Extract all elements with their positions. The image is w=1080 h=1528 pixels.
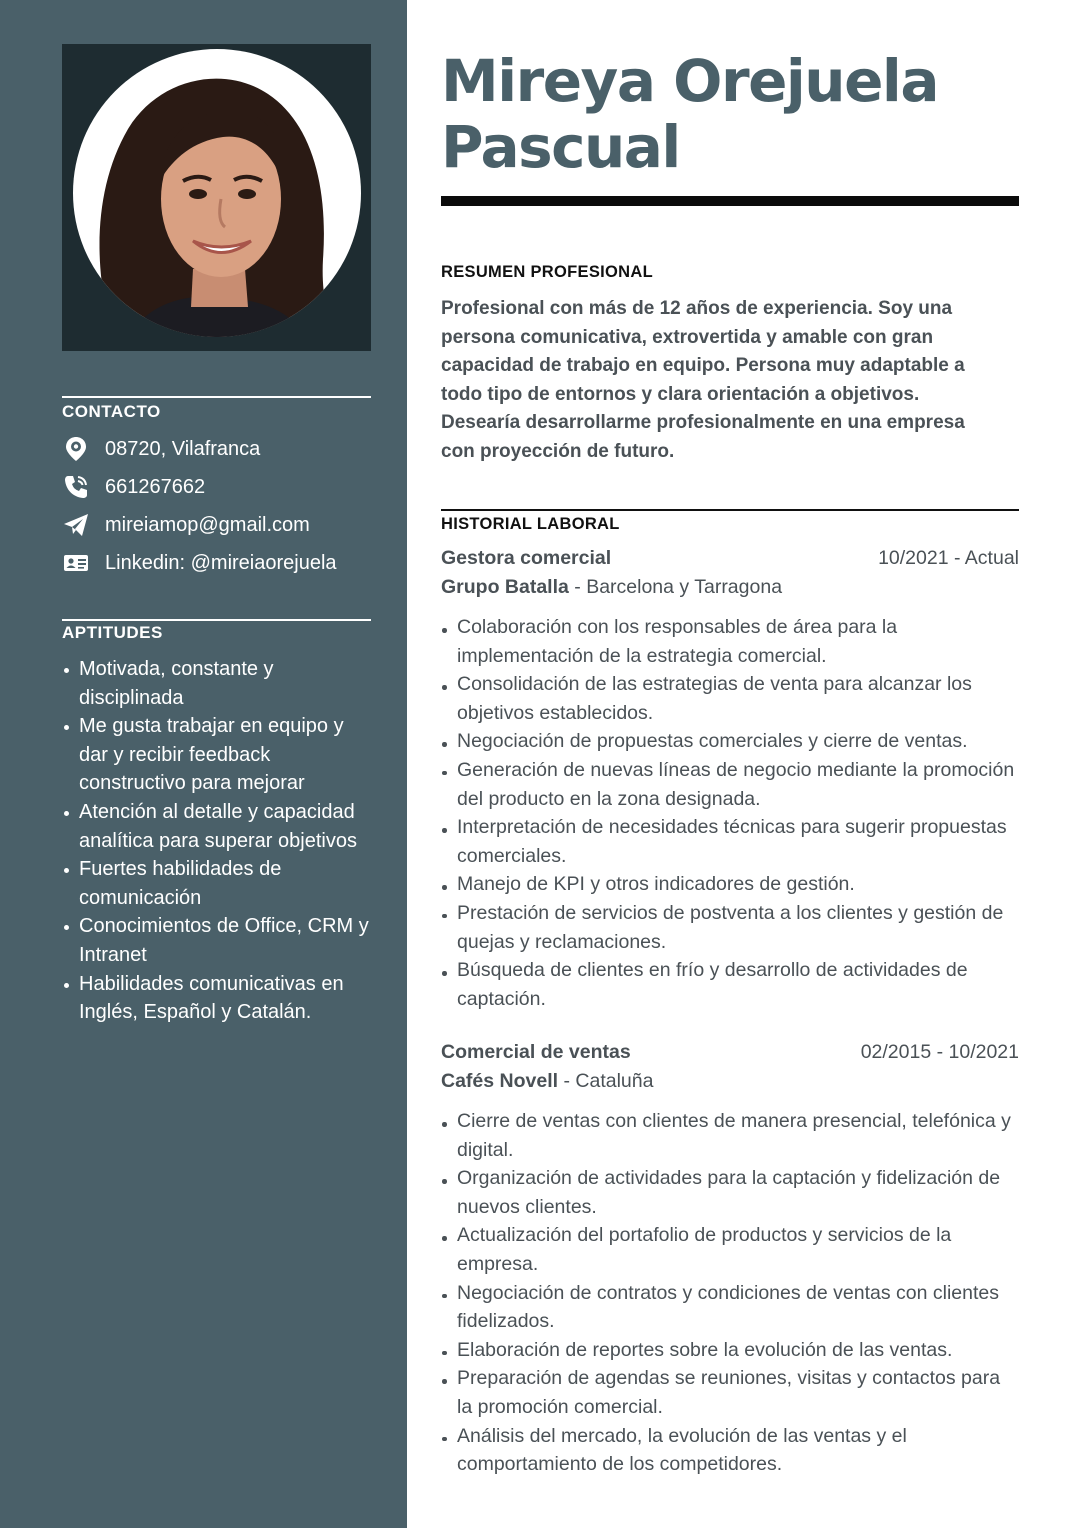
profile-photo-circle <box>73 49 361 337</box>
summary-text: Profesional con más de 12 años de experiencia. Soy una persona comunicativa, extrovertida y amable con gran capacidad de trabajo en equipo. Persona muy adaptable a todo tipo de entornos y clara orientación a objetivos. Desearía desarrollarme profesionalmente en una empresa con proyección de futuro. <box>441 298 965 462</box>
history-divider <box>441 509 1019 511</box>
job-bullet: Negociación de propuestas comerciales y cierre de ventas. <box>441 727 1019 756</box>
job-company: Cafés Novell <box>441 1070 559 1092</box>
job-bullet: Búsqueda de clientes en frío y desarrollo de actividades de captación. <box>441 956 1019 1013</box>
history-heading: HISTORIAL LABORAL <box>441 515 620 533</box>
job-bullet: Elaboración de reportes sobre la evolución de las ventas. <box>441 1336 1019 1365</box>
job-bullet: Interpretación de necesidades técnicas para sugerir propuestas comerciales. <box>441 813 1019 870</box>
job-dates: 10/2021 - Actual <box>878 547 1019 569</box>
job-header <box>441 1041 1019 1070</box>
job-entry <box>441 547 1019 1013</box>
contact-list <box>62 430 382 582</box>
job-bullet: Prestación de servicios de postventa a los clientes y gestión de quejas y reclamaciones. <box>441 899 1019 956</box>
paper-plane-icon <box>62 511 90 539</box>
job-location: - Barcelona y Tarragona <box>568 576 783 598</box>
job-bullets <box>441 613 1019 1013</box>
name-line-1: Mireya Orejuela <box>441 47 938 115</box>
contact-phone-text: 661267662 <box>105 475 206 498</box>
contact-item-address <box>62 430 382 468</box>
contact-item-phone <box>62 468 382 506</box>
job-bullet: Análisis del mercado, la evolución de las ventas y el comportamiento de los competidores. <box>441 1422 1019 1479</box>
id-card-icon <box>62 549 90 577</box>
skill-item: Habilidades comunicativas en Inglés, Español y Catalán. <box>62 970 372 1027</box>
contact-item-linkedin <box>62 544 382 582</box>
job-bullet: Cierre de ventas con clientes de manera presencial, telefónica y digital. <box>441 1107 1019 1164</box>
skill-item: Motivada, constante y disciplinada <box>62 655 372 712</box>
contact-item-email <box>62 506 382 544</box>
job-bullet: Consolidación de las estrategias de venta para alcanzar los objetivos establecidos. <box>441 670 1019 727</box>
job-bullets <box>441 1107 1019 1479</box>
name-underline <box>441 196 1019 206</box>
job-header <box>441 547 1019 576</box>
summary-heading: RESUMEN PROFESIONAL <box>441 263 653 281</box>
candidate-name <box>441 48 1019 180</box>
job-bullet: Negociación de contratos y condiciones de ventas con clientes fidelizados. <box>441 1279 1019 1336</box>
skills-list <box>62 655 372 1027</box>
job-title: Gestora comercial <box>441 547 612 569</box>
job-title: Comercial de ventas <box>441 1041 631 1063</box>
job-entry <box>441 1041 1019 1479</box>
contact-address-text: 08720, Vilafranca <box>105 437 261 460</box>
skills-heading: APTITUDES <box>62 623 163 642</box>
skill-item: Me gusta trabajar en equipo y dar y recibir feedback constructivo para mejorar <box>62 712 372 798</box>
location-pin-icon <box>62 435 90 463</box>
contact-heading: CONTACTO <box>62 402 161 421</box>
job-location: - Cataluña <box>558 1070 654 1092</box>
contact-linkedin-text: Linkedin: @mireiaorejuela <box>105 551 337 574</box>
skill-item: Conocimientos de Office, CRM y Intranet <box>62 912 372 969</box>
job-bullet: Generación de nuevas líneas de negocio mediante la promoción del producto en la zona designada. <box>441 756 1019 813</box>
job-bullet: Colaboración con los responsables de área para la implementación de la estrategia comercial. <box>441 613 1019 670</box>
contact-email-text: mireiamop@gmail.com <box>105 513 310 536</box>
job-company-line <box>441 576 1019 605</box>
phone-icon <box>62 473 90 501</box>
contact-divider <box>62 396 371 398</box>
skill-item: Atención al detalle y capacidad analítica para superar objetivos <box>62 798 372 855</box>
sidebar <box>0 0 407 1528</box>
name-line-2: Pascual <box>441 113 680 181</box>
skill-item: Fuertes habilidades de comunicación <box>62 855 372 912</box>
job-dates: 02/2015 - 10/2021 <box>860 1041 1019 1063</box>
job-bullet: Preparación de agendas se reuniones, visitas y contactos para la promoción comercial. <box>441 1364 1019 1421</box>
job-company-line <box>441 1070 1019 1099</box>
portrait-illustration <box>73 49 361 337</box>
job-bullet: Organización de actividades para la captación y fidelización de nuevos clientes. <box>441 1164 1019 1221</box>
job-bullet: Actualización del portafolio de productos y servicios de la empresa. <box>441 1221 1019 1278</box>
job-bullet: Manejo de KPI y otros indicadores de gestión. <box>441 870 1019 899</box>
job-company: Grupo Batalla <box>441 576 569 598</box>
profile-photo <box>62 44 371 351</box>
skills-divider <box>62 619 371 621</box>
